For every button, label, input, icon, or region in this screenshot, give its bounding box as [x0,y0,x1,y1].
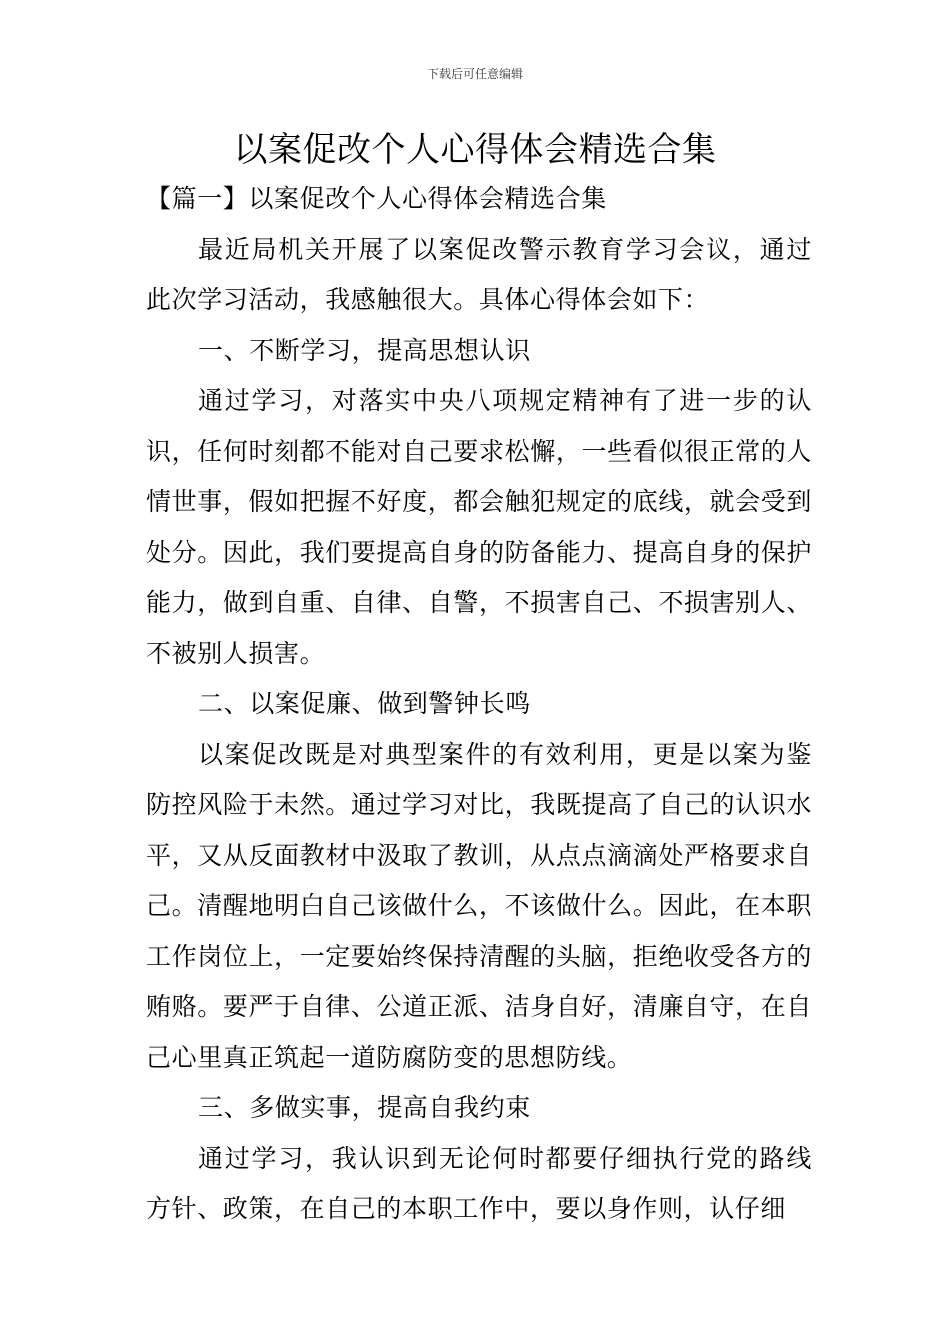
section-heading-3: 三、多做实事，提高自我约束 [198,1093,531,1122]
intro-paragraph: 最近局机关开展了以案促改警示教育学习会议，通过此次学习活动，我感触很大。具体心得体会如下： [146,234,812,314]
section-heading-part-one: 【篇一】以案促改个人心得体会精选合集 [146,184,607,213]
body-paragraph-2: 以案促改既是对典型案件的有效利用，更是以案为鉴防控风险于未然。通过学习对比，我既提高了自己的认识水平，又从反面教材中汲取了教训，从点点滴滴处严格要求自己。清醒地明白自己该做什么，不该做什么。因此，在本职工作岗位上，一定要始终保持清醒的头脑，拒绝收受各方的贿赂。要严于自律、公道正派、洁身自好，清廉自守，在自己心里真正筑起一道防腐防变的思想防线。 [146,739,812,1072]
section-heading-1: 一、不断学习，提高思想认识 [198,335,531,365]
document-body [146,174,812,1235]
header-note: 下载后可任意编辑 [426,67,523,81]
section-heading-2: 二、以案促廉、做到警钟长鸣 [198,689,531,718]
document-title: 以案促改个人心得体会精选合集 [233,130,717,170]
body-paragraph-3: 通过学习，我认识到无论何时都要仔细执行党的路线方针、政策，在自己的本职工作中，要以身作则，认仔细 [146,1143,812,1223]
body-paragraph-1: 通过学习，对落实中央八项规定精神有了进一步的认识，任何时刻都不能对自己要求松懈，一些看似很正常的人情世事，假如把握不好度，都会触犯规定的底线，就会受到处分。因此，我们要提高自身的防备能力、提高自身的保护能力，做到自重、自律、自警，不损害自己、不损害别人、不被别人损害。 [146,386,812,668]
